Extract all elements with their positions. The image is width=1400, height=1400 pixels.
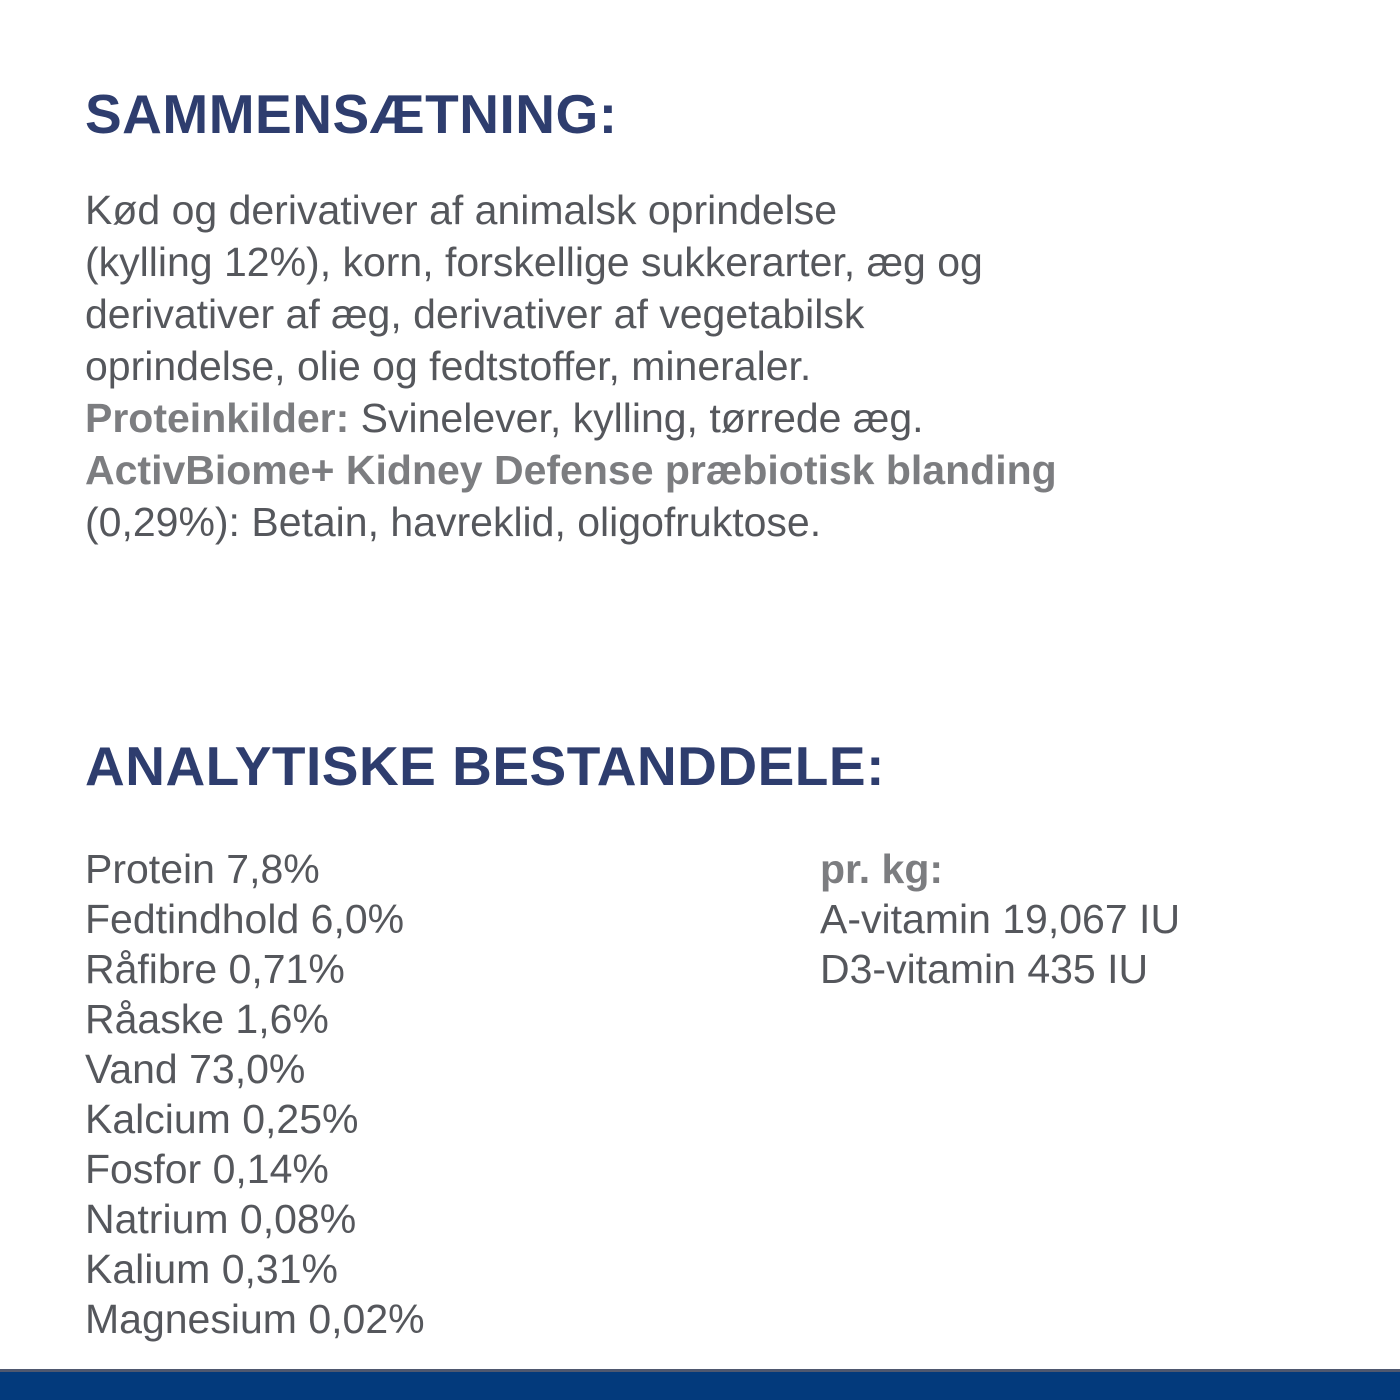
analysis-item: Fedtindhold 6,0% — [85, 896, 405, 942]
composition-line: oprindelse, olie og fedtstoffer, mineraler. — [85, 343, 812, 389]
protein-sources-line — [85, 392, 1340, 444]
analysis-item: Magnesium 0,02% — [85, 1296, 425, 1342]
analysis-item: Råfibre 0,71% — [85, 946, 345, 992]
analysis-item: Fosfor 0,14% — [85, 1146, 329, 1192]
vitamin-item: A-vitamin 19,067 IU — [820, 896, 1181, 942]
activbiome-text: (0,29%): Betain, havreklid, oligofruktose. — [85, 499, 822, 545]
composition-line: (kylling 12%), korn, forskellige sukkerarter, æg og — [85, 239, 983, 285]
analysis-item: Råaske 1,6% — [85, 996, 329, 1042]
vitamin-item: D3-vitamin 435 IU — [820, 946, 1149, 992]
vitamin-list — [820, 894, 1180, 994]
protein-sources-label: Proteinkilder: — [85, 395, 350, 441]
footer-bar — [0, 1369, 1400, 1400]
activbiome-label: ActivBiome+ Kidney Defense præbiotisk blanding — [85, 447, 1057, 493]
per-kg-heading: pr. kg: — [820, 846, 944, 892]
analysis-item: Vand 73,0% — [85, 1046, 306, 1092]
composition-line: Kød og derivativer af animalsk oprindelse — [85, 187, 838, 233]
analysis-item: Protein 7,8% — [85, 846, 320, 892]
analysis-item: Kalcium 0,25% — [85, 1096, 359, 1142]
analysis-heading: ANALYTISKE BESTANDDELE: — [85, 735, 885, 797]
composition-line: derivativer af æg, derivativer af vegetabilsk — [85, 291, 865, 337]
analysis-right-column — [820, 844, 1180, 1344]
analysis-columns — [85, 844, 1340, 1344]
protein-sources-text: Svinelever, kylling, tørrede æg. — [349, 395, 924, 441]
analysis-item: Natrium 0,08% — [85, 1196, 357, 1242]
composition-section — [85, 82, 1340, 548]
composition-paragraph — [85, 184, 1340, 548]
analysis-left-column — [85, 844, 820, 1344]
analysis-section — [85, 734, 1340, 1344]
analysis-left-list — [85, 844, 820, 1344]
analysis-item: Kalium 0,31% — [85, 1246, 338, 1292]
composition-heading: SAMMENSÆTNING: — [85, 83, 618, 145]
